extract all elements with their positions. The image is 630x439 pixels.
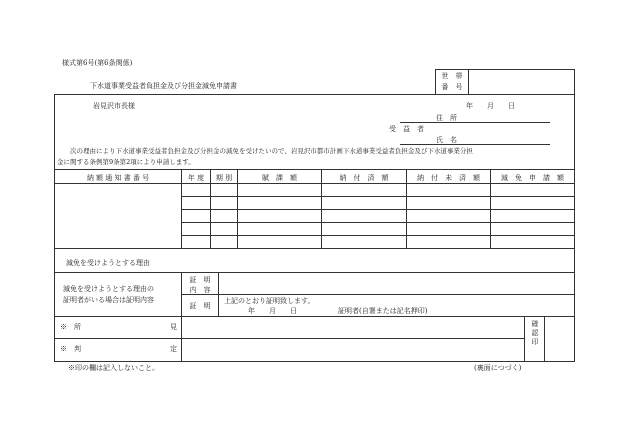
cert-content-label-top: 証 明 bbox=[189, 276, 211, 284]
header-fiscal-year: 年 度 bbox=[187, 174, 205, 182]
address-label: 住 所 bbox=[436, 114, 457, 122]
body-text-line-2: 金に関する条例第9条第2項により申請します。 bbox=[57, 158, 195, 166]
cert-label-line-1: 減免を受けようとする理由の bbox=[63, 285, 154, 293]
cert-label-line-2: 証明者がいる場合は証明内容 bbox=[63, 296, 154, 304]
header-assessed-amount: 賦 課 額 bbox=[262, 174, 297, 182]
header-unpaid-amount: 納 付 未 済 額 bbox=[417, 174, 480, 182]
beneficiary-label: 受 益 者 bbox=[389, 125, 424, 133]
body-text-line-1: 次の理由により下水道事業受益者負担金及び分担金の減免を受けたいので、岩見沢市都市計画下水道事業受益者負担金及び下水道事業分担 bbox=[70, 147, 473, 155]
cert-date: 年 月 日 bbox=[248, 307, 297, 315]
header-period: 期 別 bbox=[215, 174, 233, 182]
decision-label: ※ 判 bbox=[60, 345, 81, 353]
date-line: 年 月 日 bbox=[466, 102, 515, 110]
certifier-label: 証明者(自署または記名押印) bbox=[338, 307, 428, 315]
form-id: 様式第6号(第6条関係) bbox=[62, 59, 133, 67]
addressee: 岩見沢市長様 bbox=[93, 102, 135, 110]
cert-statement: 上記のとおり証明致します。 bbox=[224, 297, 315, 305]
form-title: 下水道事業受益者負担金及び分担金減免申請書 bbox=[90, 82, 237, 90]
decision-label-end: 定 bbox=[170, 345, 177, 353]
header-exemption-amount: 減 免 申 請 額 bbox=[501, 174, 564, 182]
ledger-label-bottom: 番 号 bbox=[441, 83, 463, 91]
ledger-label-top: 世 帯 bbox=[441, 72, 463, 80]
header-notice-number: 納 額 通 知 書 番 号 bbox=[86, 174, 150, 182]
reason-label: 減免を受けようとする理由 bbox=[66, 259, 150, 267]
header-paid-amount: 納 付 済 額 bbox=[339, 174, 389, 182]
name-label: 氏 名 bbox=[436, 136, 457, 144]
cert-label: 証 明 bbox=[189, 302, 211, 310]
cert-content-label-bottom: 内 容 bbox=[189, 286, 211, 294]
footer-note: ※印の欄は記入しないこと。 bbox=[68, 364, 159, 372]
opinion-label-end: 見 bbox=[170, 323, 177, 331]
confirm-seal-label: 確認印 bbox=[531, 320, 539, 346]
continued-label: (裏面につづく) bbox=[474, 364, 522, 372]
opinion-label: ※ 所 bbox=[60, 323, 81, 331]
